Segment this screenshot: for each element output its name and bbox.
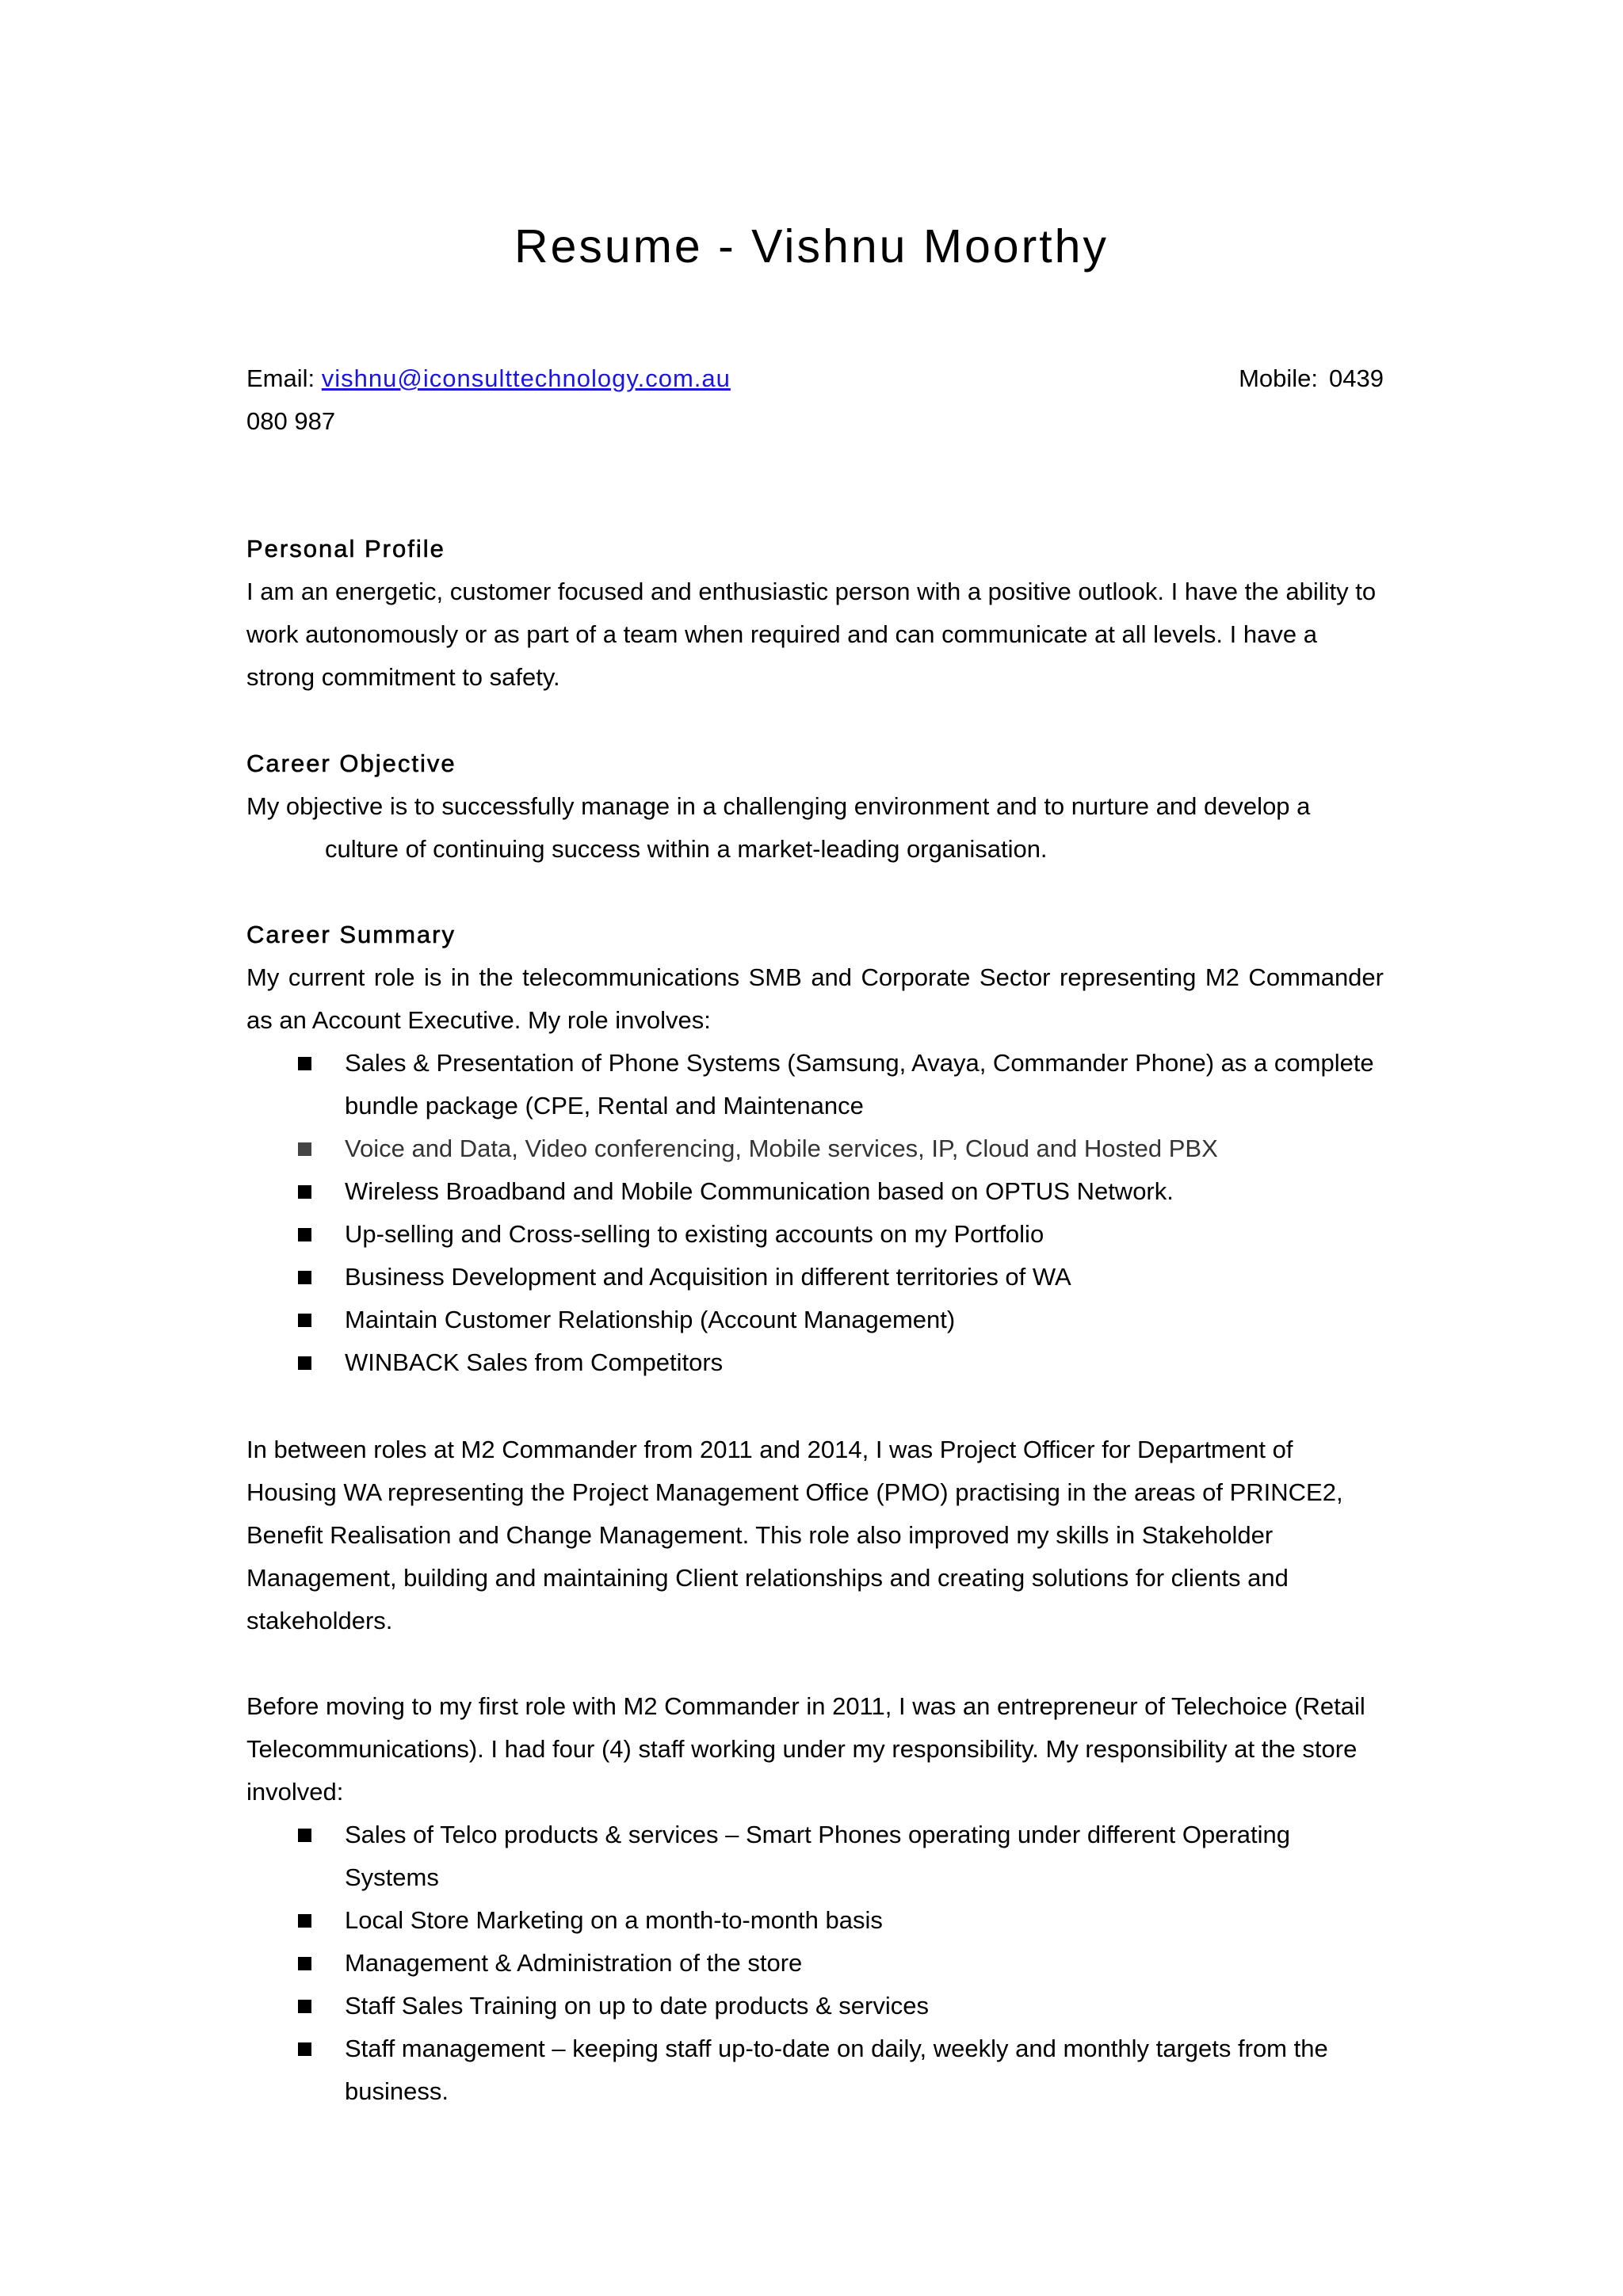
list-item bbox=[246, 1256, 1384, 1299]
list-item bbox=[246, 1814, 1372, 1899]
list-item-text: Up-selling and Cross-selling to existing accounts on my Portfolio bbox=[345, 1220, 1044, 1248]
page-title: Resume - Vishnu Moorthy bbox=[514, 220, 1109, 273]
list-item-text: WINBACK Sales from Competitors bbox=[345, 1348, 724, 1376]
career-summary-heading: Career Summary bbox=[246, 921, 456, 948]
square-bullet-icon bbox=[298, 1314, 311, 1327]
list-item bbox=[246, 1127, 1384, 1170]
square-bullet-icon bbox=[298, 1185, 311, 1199]
list-item-text: Staff Sales Training on up to date products & services bbox=[345, 1992, 929, 2019]
contact-row bbox=[246, 357, 1384, 400]
career-objective-section bbox=[246, 742, 1384, 871]
mobile-line bbox=[1239, 357, 1384, 400]
email-label: Email: bbox=[246, 364, 315, 392]
list-item bbox=[246, 1985, 1372, 2027]
list-item bbox=[246, 2027, 1372, 2113]
pmo-role-paragraph-block bbox=[246, 1428, 1372, 1642]
career-summary-section bbox=[246, 913, 1384, 1384]
pmo-role-paragraph: In between roles at M2 Commander from 2011 and 2014, I was Project Officer for Department of Housing WA representing the Project Management Office (PMO) practising in the areas of PRINCE2, Benefit Realisation and Change Management. This role also improved my skills in Stakeholder Management, building and maintaining Client relationships and creating solutions for clients and stakeholders. bbox=[246, 1436, 1343, 1634]
career-objective-line2: culture of continuing success within a market-leading organisation. bbox=[325, 835, 1048, 863]
mobile-number-part1: 0439 bbox=[1329, 364, 1384, 392]
personal-profile-heading: Personal Profile bbox=[246, 535, 445, 563]
list-item-text: Sales & Presentation of Phone Systems (Samsung, Avaya, Commander Phone) as a complete bundle package (CPE, Rental and Maintenance bbox=[345, 1049, 1374, 1119]
list-item-text: Business Development and Acquisition in different territories of WA bbox=[345, 1263, 1071, 1291]
personal-profile-text: I am an energetic, customer focused and enthusiastic person with a positive outlook. I have the ability to work autonomously or as part of a team when required and can communicate at all levels. I have a strong commitment to safety. bbox=[246, 578, 1377, 691]
square-bullet-icon bbox=[298, 1057, 311, 1070]
list-item bbox=[246, 1341, 1384, 1384]
personal-profile-section bbox=[246, 528, 1384, 699]
square-bullet-icon bbox=[298, 1271, 311, 1284]
mobile-label: Mobile: bbox=[1239, 364, 1319, 392]
email-line bbox=[246, 357, 731, 400]
square-bullet-icon bbox=[298, 1356, 311, 1370]
square-bullet-icon bbox=[298, 1914, 311, 1928]
career-objective-line1: My objective is to successfully manage in a challenging environment and to nurture and develop a bbox=[246, 792, 1311, 820]
mobile-number-part2: 080 987 bbox=[246, 407, 336, 435]
contact-block bbox=[246, 357, 1384, 443]
list-item bbox=[246, 1299, 1384, 1341]
list-item bbox=[246, 1042, 1384, 1127]
telechoice-bullet-list bbox=[246, 1814, 1372, 2113]
square-bullet-icon bbox=[298, 1228, 311, 1241]
telechoice-paragraph: Before moving to my first role with M2 Commander in 2011, I was an entrepreneur of Telechoice (Retail Telecommunications). I had four (4) staff working under my responsibility. My responsibility at the store involved: bbox=[246, 1692, 1365, 1806]
list-item bbox=[246, 1942, 1372, 1985]
list-item-text: Sales of Telco products & services – Smart Phones operating under different Operating Systems bbox=[345, 1821, 1291, 1891]
square-bullet-icon bbox=[298, 1957, 311, 1970]
square-bullet-icon bbox=[298, 2000, 311, 2013]
list-item-text: Maintain Customer Relationship (Account Management) bbox=[345, 1306, 956, 1333]
list-item-text: Local Store Marketing on a month-to-month basis bbox=[345, 1906, 883, 1934]
career-objective-heading: Career Objective bbox=[246, 749, 456, 777]
email-link[interactable]: vishnu@iconsulttechnology.com.au bbox=[321, 364, 731, 392]
square-bullet-icon bbox=[298, 1142, 311, 1156]
list-item bbox=[246, 1170, 1384, 1213]
telechoice-block bbox=[246, 1685, 1388, 2113]
list-item-text: Management & Administration of the store bbox=[345, 1949, 803, 1977]
list-item bbox=[246, 1899, 1372, 1942]
list-item bbox=[246, 1213, 1384, 1256]
square-bullet-icon bbox=[298, 1829, 311, 1842]
square-bullet-icon bbox=[298, 2042, 311, 2056]
career-summary-intro: My current role is in the telecommunications SMB and Corporate Sector representing M2 Commander as an Account Executive. My role involves: bbox=[246, 963, 1384, 1034]
list-item-text: Wireless Broadband and Mobile Communication based on OPTUS Network. bbox=[345, 1177, 1174, 1205]
current-role-bullet-list bbox=[246, 1042, 1384, 1384]
list-item-text: Staff management – keeping staff up-to-date on daily, weekly and monthly targets from the business. bbox=[345, 2035, 1328, 2105]
list-item-text: Voice and Data, Video conferencing, Mobile services, IP, Cloud and Hosted PBX bbox=[345, 1135, 1218, 1162]
